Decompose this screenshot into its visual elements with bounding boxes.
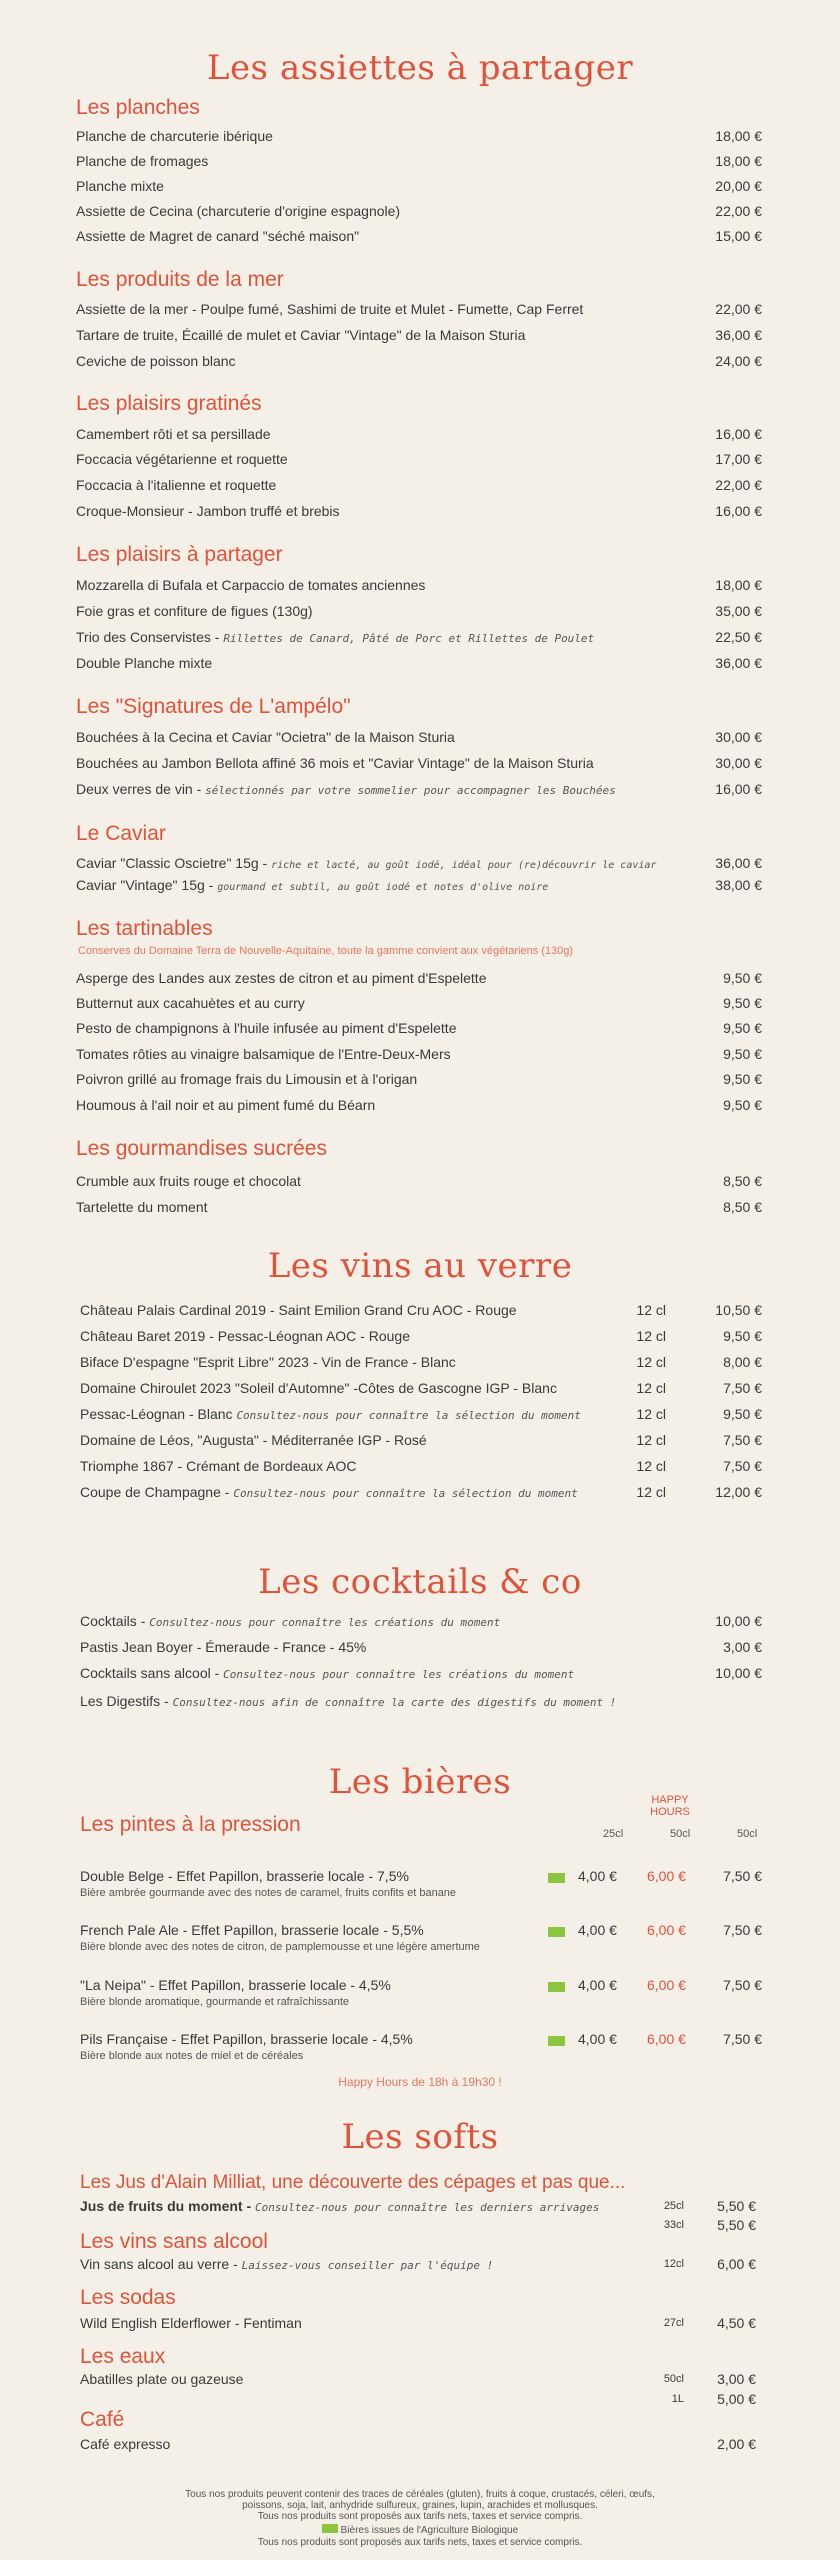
list-item: Domaine de Léos, "Augusta" - Méditerranée IGP - Rosé 12 cl 7,50 € xyxy=(80,1432,762,1448)
list-item: Château Baret 2019 - Pessac-Léognan AOC - Rouge 12 cl 9,50 € xyxy=(80,1328,762,1344)
list-item: Tartelette du moment 8,50 € xyxy=(76,1199,762,1215)
beer-item: "La Neipa" - Effet Papillon, brasserie locale - 4,5% Bière blonde aromatique, gourmande et rafraîchissante 4,00 € 6,00 € 7,50 € xyxy=(80,1977,762,2008)
col-25cl: 25cl xyxy=(603,1828,624,1840)
list-item: Mozzarella di Bufala et Carpaccio de tomates anciennes 18,00 € xyxy=(76,577,762,593)
list-item: 33cl 5,50 € xyxy=(663,2217,756,2233)
allergen-note: Tous nos produits peuvent contenir des traces de céréales (gluten), fruits à coque, crustacés, céleri, œufs, xyxy=(185,2489,655,2500)
tartinables-subtitle: Conserves du Domaine Terra de Nouvelle-Aquitaine, toute la gamme convient aux végétariens (130g) xyxy=(78,945,574,957)
list-item: Planche mixte 20,00 € xyxy=(76,178,762,194)
beer-item: Double Belge - Effet Papillon, brasserie locale - 7,5% Bière ambrée gourmande avec des notes de caramel, fruits confits et banane 4,00 € 6,00 € 7,50 € xyxy=(80,1868,762,1899)
list-item: Château Palais Cardinal 2019 - Saint Emilion Grand Cru AOC - Rouge 12 cl 10,50 € xyxy=(80,1302,762,1318)
gourmandises-heading: Les gourmandises sucrées xyxy=(76,1137,327,1160)
list-item: Tomates rôties au vinaigre balsamique de l'Entre-Deux-Mers 9,50 € xyxy=(76,1046,762,1062)
bio-icon xyxy=(548,2036,565,2046)
list-item: Bouchées au Jambon Bellota affiné 36 mois et "Caviar Vintage" de la Maison Sturia 30,00 € xyxy=(76,755,762,771)
cocktails-title: Les cocktails & co xyxy=(258,1562,582,1602)
mer-heading: Les produits de la mer xyxy=(76,268,284,291)
list-item: Assiette de Magret de canard "séché maison" 15,00 € xyxy=(76,228,762,244)
happy-hours-note: Happy Hours de 18h à 19h30 ! xyxy=(338,2075,502,2089)
list-item: Caviar "Classic Oscietre" 15g - riche et lacté, au goût iodé, idéal pour (re)découvrir le caviar 36,00 € xyxy=(76,855,762,871)
list-item: Coupe de Champagne - Consultez-nous pour connaître la sélection du moment 12 cl 12,00 € xyxy=(80,1484,762,1500)
list-item: Vin sans alcool au verre - Laissez-vous conseiller par l'équipe ! 12cl 6,00 € xyxy=(80,2256,756,2272)
list-item: Les Digestifs - Consultez-nous afin de connaître la carte des digestifs du moment ! xyxy=(80,1693,617,1709)
list-item: Cocktails sans alcool - Consultez-nous pour connaître les créations du moment 10,00 € xyxy=(80,1665,762,1681)
list-item: Biface D'espagne "Esprit Libre" 2023 - Vin de France - Blanc 12 cl 8,00 € xyxy=(80,1354,762,1370)
list-item: Planche de fromages 18,00 € xyxy=(76,153,762,169)
eaux-heading: Les eaux xyxy=(80,2345,166,2368)
signatures-heading: Les "Signatures de L'ampélo" xyxy=(76,695,351,718)
list-item: Trio des Conservistes - Rillettes de Canard, Pâté de Porc et Rillettes de Poulet 22,50 € xyxy=(76,629,762,645)
list-item: Deux verres de vin - sélectionnés par votre sommelier pour accompagner les Bouchées 16,00 € xyxy=(76,781,762,797)
list-item: Bouchées à la Cecina et Caviar "Ocietra" de la Maison Sturia 30,00 € xyxy=(76,729,762,745)
list-item: Pessac-Léognan - Blanc Consultez-nous pour connaître la sélection du moment 12 cl 9,50 € xyxy=(80,1406,762,1422)
bio-icon xyxy=(322,2524,338,2533)
partager-heading: Les plaisirs à partager xyxy=(76,543,283,566)
list-item: Wild English Elderflower - Fentiman 27cl 4,50 € xyxy=(80,2315,756,2331)
bieres-title: Les bières xyxy=(328,1762,512,1802)
col-50cl: 50cl xyxy=(737,1828,758,1840)
list-item: Foccacia végétarienne et roquette 17,00 € xyxy=(76,451,762,467)
list-item: Asperge des Landes aux zestes de citron et au piment d'Espelette 9,50 € xyxy=(76,970,762,986)
list-item: Foie gras et confiture de figues (130g) 35,00 € xyxy=(76,603,762,619)
list-item: Abatilles plate ou gazeuse 50cl 3,00 € xyxy=(80,2371,756,2387)
list-item: Triomphe 1867 - Crémant de Bordeaux AOC 12 cl 7,50 € xyxy=(80,1458,762,1474)
list-item: Cocktails - Consultez-nous pour connaître les créations du moment 10,00 € xyxy=(80,1613,762,1629)
list-item: Jus de fruits du moment - Consultez-nous pour connaître les derniers arrivages 25cl 5,50 € xyxy=(80,2198,756,2214)
list-item: Pastis Jean Boyer - Émeraude - France - 45% 3,00 € xyxy=(80,1639,762,1655)
list-item: Croque-Monsieur - Jambon truffé et brebis 16,00 € xyxy=(76,503,762,519)
list-item: Assiette de la mer - Poulpe fumé, Sashimi de truite et Mulet - Fumette, Cap Ferret 22,00 € xyxy=(76,301,762,317)
list-item: Houmous à l'ail noir et au piment fumé du Béarn 9,50 € xyxy=(76,1097,762,1113)
caviar-heading: Le Caviar xyxy=(76,822,166,845)
price-note: Tous nos produits sont proposés aux tarifs nets, taxes et service compris. xyxy=(257,2511,583,2522)
planches-heading: Les planches xyxy=(76,96,200,119)
bio-icon xyxy=(548,1927,565,1937)
list-item: Pesto de champignons à l'huile infusée au piment d'Espelette 9,50 € xyxy=(76,1020,762,1036)
allergen-note-2: poissons, soja, lait, anhydride sulfureux, graines, lupin, arachides et mollusques. xyxy=(242,2500,598,2511)
sodas-heading: Les sodas xyxy=(80,2286,176,2309)
list-item: Assiette de Cecina (charcuterie d'origine espagnole) 22,00 € xyxy=(76,203,762,219)
bio-legend: Bières issues de l'Agriculture Biologique xyxy=(0,2524,840,2536)
list-item: Foccacia à l'italienne et roquette 22,00 € xyxy=(76,477,762,493)
beer-item: Pils Française - Effet Papillon, brasserie locale - 4,5% Bière blonde aux notes de miel et de céréales 4,00 € 6,00 € 7,50 € xyxy=(80,2031,762,2062)
cafe-heading: Café xyxy=(80,2408,125,2431)
gratines-heading: Les plaisirs gratinés xyxy=(76,392,262,415)
list-item: Butternut aux cacahuètes et au curry 9,50 € xyxy=(76,995,762,1011)
tartinables-heading: Les tartinables xyxy=(76,917,213,940)
happy-hours-header: HAPPY HOURS xyxy=(650,1794,690,1818)
pintes-heading: Les pintes à la pression xyxy=(80,1813,301,1836)
list-item: Crumble aux fruits rouge et chocolat 8,50 € xyxy=(76,1173,762,1189)
vins-title: Les vins au verre xyxy=(267,1246,573,1286)
list-item: Caviar "Vintage" 15g - gourmand et subtil, au goût iodé et notes d'olive noire 38,00 € xyxy=(76,877,762,893)
list-item: 1L 5,00 € xyxy=(671,2391,756,2407)
list-item: Camembert rôti et sa persillade 16,00 € xyxy=(76,426,762,442)
list-item: Poivron grillé au fromage frais du Limousin et à l'origan 9,50 € xyxy=(76,1071,762,1087)
list-item: Domaine Chiroulet 2023 "Soleil d'Automne" -Côtes de Gascogne IGP - Blanc 12 cl 7,50 € xyxy=(80,1380,762,1396)
sansalcool-heading: Les vins sans alcool xyxy=(80,2230,268,2253)
softs-title: Les softs xyxy=(341,2117,499,2157)
bio-icon xyxy=(548,1982,565,1992)
list-item: Café expresso 2,00 € xyxy=(80,2436,756,2452)
bio-icon xyxy=(548,1873,565,1883)
price-note-2: Tous nos produits sont proposés aux tarifs nets, taxes et service compris. xyxy=(257,2537,583,2548)
list-item: Ceviche de poisson blanc 24,00 € xyxy=(76,353,762,369)
jus-heading: Les Jus d'Alain Milliat, une découverte des cépages et pas que... xyxy=(80,2172,626,2193)
list-item: Planche de charcuterie ibérique 18,00 € xyxy=(76,128,762,144)
list-item: Tartare de truite, Écaillé de mulet et Caviar "Vintage" de la Maison Sturia 36,00 € xyxy=(76,327,762,343)
assiettes-title: Les assiettes à partager xyxy=(206,48,634,88)
beer-item: French Pale Ale - Effet Papillon, brasserie locale - 5,5% Bière blonde avec des notes de citron, de pamplemousse et une légère amertume 4,00 € 6,00 € 7,50 € xyxy=(80,1922,762,1953)
col-50cl-happy: 50cl xyxy=(670,1828,691,1840)
list-item: Double Planche mixte 36,00 € xyxy=(76,655,762,671)
